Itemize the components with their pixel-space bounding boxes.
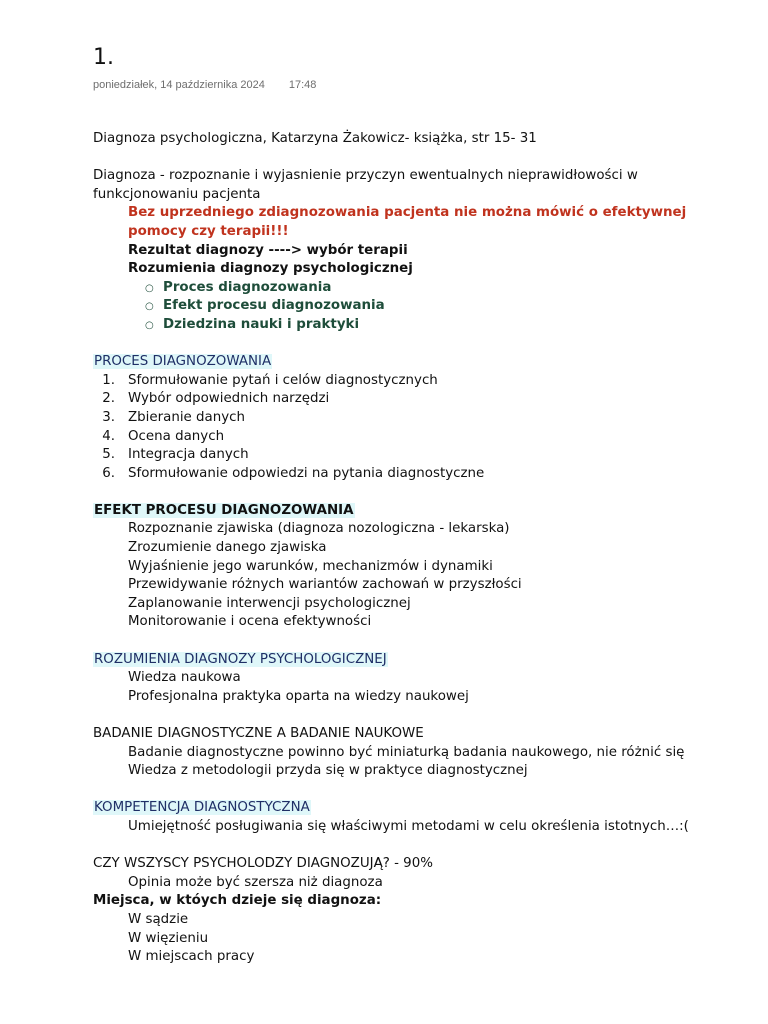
section-heading-effect: EFEKT PROCESU DIAGNOZOWANIA xyxy=(94,502,354,518)
list-item: W miejscach pracy xyxy=(128,949,255,965)
list-item: Opinia może być szersza niż diagnoza xyxy=(128,874,383,890)
section-heading-process: PROCES DIAGNOZOWANIA xyxy=(94,354,272,370)
list-item: Monitorowanie i ocena efektywności xyxy=(128,614,372,630)
note-meta xyxy=(93,78,316,92)
section-heading-places: Miejsca, w któych dzieje się diagnoza: xyxy=(93,893,382,909)
list-item: Profesjonalna praktyka oparta na wiedzy naukowej xyxy=(128,688,469,704)
list-item: 5. Integracja danych xyxy=(102,447,249,463)
section-heading-everyone: CZY WSZYSCY PSYCHOLODZY DIAGNOZUJĄ? - 90% xyxy=(93,856,433,872)
section-heading-competence: KOMPETENCJA DIAGNOSTYCZNA xyxy=(94,800,310,816)
list-item: Rozpoznanie zjawiska (diagnoza nozologiczna - lekarska) xyxy=(128,521,510,537)
list-item: 4. Ocena danych xyxy=(102,428,225,444)
understandings-heading: Rozumienia diagnozy psychologicznej xyxy=(128,261,413,277)
circle-bullet-icon: ○ xyxy=(145,319,154,331)
section-heading-understandings: ROZUMIENIA DIAGNOZY PSYCHOLOGICZNEJ xyxy=(94,651,387,667)
note-body xyxy=(93,130,753,967)
circle-bullet-icon: ○ xyxy=(145,282,154,294)
note-time: 17:48 xyxy=(288,79,317,91)
page-title: 1. xyxy=(93,45,114,70)
list-item: ○ Dziedzina nauki i praktyki xyxy=(93,316,753,335)
list-item: Wiedza z metodologii przyda się w praktyce diagnostycznej xyxy=(128,763,528,779)
list-item: Badanie diagnostyczne powinno być miniaturką badania naukowego, nie różnić się xyxy=(128,744,685,760)
result-line: Rezultat diagnozy ----> wybór terapii xyxy=(128,242,408,258)
section-heading-research: BADANIE DIAGNOSTYCZNE A BADANIE NAUKOWE xyxy=(93,726,424,741)
definition-line-2: funkcjonowaniu pacjenta xyxy=(93,186,261,202)
list-item: W sądzie xyxy=(128,911,189,927)
source-line: Diagnoza psychologiczna, Katarzyna Żakowicz- książka, str 15- 31 xyxy=(93,131,537,146)
list-item: Wyjaśnienie jego warunków, mechanizmów i dynamiki xyxy=(128,558,493,574)
list-item: 2. Wybór odpowiednich narzędzi xyxy=(102,391,330,407)
warning-line-2: pomocy czy terapii!!! xyxy=(128,223,289,239)
list-item: 3. Zbieranie danych xyxy=(102,409,246,425)
list-item: Zrozumienie danego zjawiska xyxy=(128,540,327,556)
list-item: Zaplanowanie interwencji psychologicznej xyxy=(128,595,411,611)
list-item: Przewidywanie różnych wariantów zachowań w przyszłości xyxy=(128,577,522,593)
list-item: 6. Sformułowanie odpowiedzi na pytania diagnostyczne xyxy=(102,465,485,481)
list-item: ○ Proces diagnozowania xyxy=(93,279,753,298)
list-item: W więzieniu xyxy=(128,930,209,946)
note-date: poniedziałek, 14 października 2024 xyxy=(93,79,265,91)
list-item: ○ Efekt procesu diagnozowania xyxy=(93,297,753,316)
list-item: Umiejętność posługiwania się właściwymi metodami w celu określenia istotnych…:( xyxy=(128,818,689,834)
list-item: 1. Sformułowanie pytań i celów diagnostycznych xyxy=(102,372,438,388)
circle-bullet-icon: ○ xyxy=(145,301,154,313)
warning-line-1: Bez uprzedniego zdiagnozowania pacjenta nie można mówić o efektywnej xyxy=(128,205,687,221)
list-item: Wiedza naukowa xyxy=(128,670,241,686)
definition-line-1: Diagnoza - rozpoznanie i wyjasnienie przyczyn ewentualnych nieprawidłowości w xyxy=(93,168,638,184)
